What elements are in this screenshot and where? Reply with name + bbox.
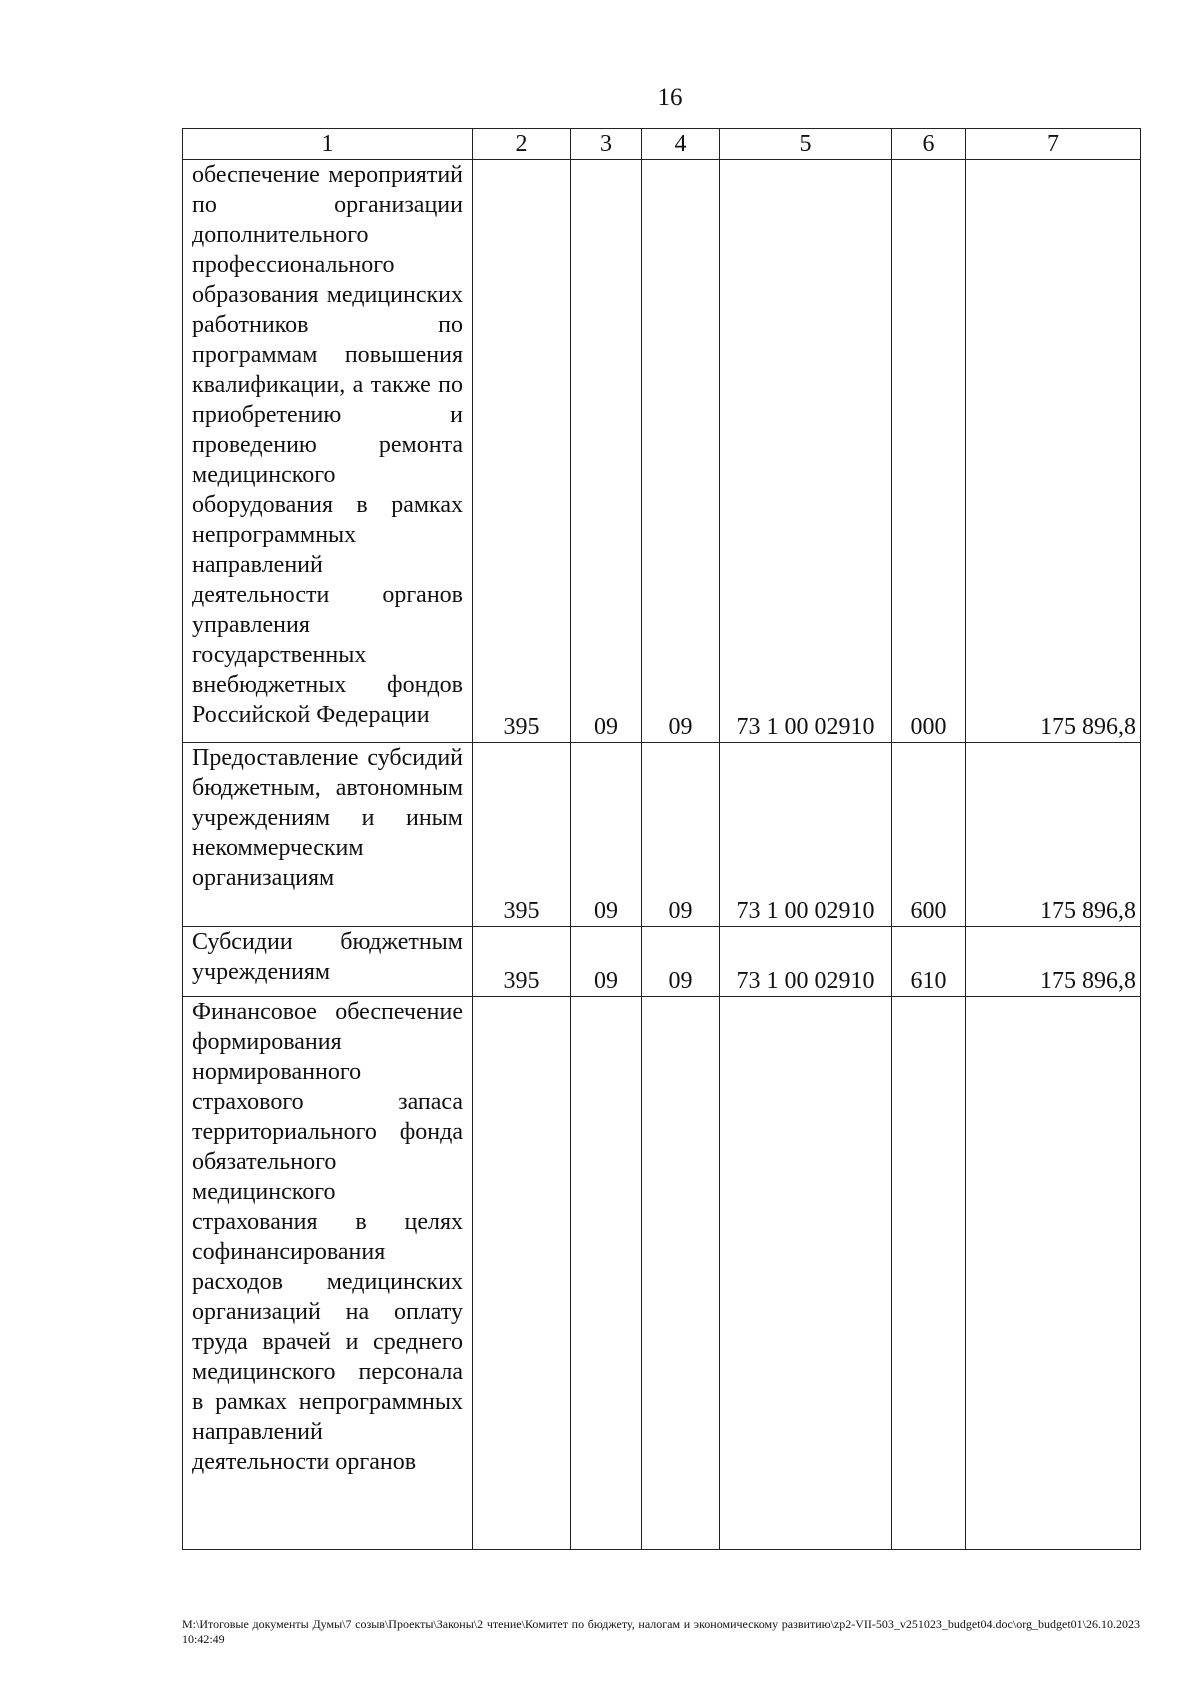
table-row	[183, 927, 1141, 997]
row-col2	[473, 997, 571, 1550]
row-col4: 09	[642, 160, 720, 743]
header-cell-1: 1	[183, 129, 473, 160]
row-col4	[642, 997, 720, 1550]
row-description: Финансовое обеспечение формирования нормированного страхового запаса территориального фонда обязательного медицинского страхования в целях софинансирования расходов медицинских организаций на оплату труда врачей и среднего медицинского персонала в рамках непрограммных направлений деятельности органов	[183, 997, 473, 1550]
row-col7	[966, 997, 1141, 1550]
row-col6: 600	[892, 743, 966, 927]
page-number: 16	[657, 84, 683, 111]
row-col3: 09	[571, 160, 642, 743]
row-col5: 73 1 00 02910	[720, 927, 892, 997]
table-row	[183, 160, 1141, 743]
row-col6: 000	[892, 160, 966, 743]
row-col4: 09	[642, 927, 720, 997]
header-cell-7: 7	[966, 129, 1141, 160]
row-col6: 610	[892, 927, 966, 997]
row-col3: 09	[571, 927, 642, 997]
row-col7: 175 896,8	[966, 160, 1141, 743]
row-col7: 175 896,8	[966, 927, 1141, 997]
table-row	[183, 743, 1141, 927]
row-col3	[571, 997, 642, 1550]
header-cell-3: 3	[571, 129, 642, 160]
budget-table	[182, 128, 1141, 1550]
footer-file-path: M:\Итоговые документы Думы\7 созыв\Проекты\Законы\2 чтение\Комитет по бюджету, налогам и экономическому развитию\zp2-VII-503_v251023_budget04.doc\org_budget01\26.10.2023 10:42:49	[182, 1617, 1140, 1646]
row-col5: 73 1 00 02910	[720, 743, 892, 927]
row-col3: 09	[571, 743, 642, 927]
row-col5: 73 1 00 02910	[720, 160, 892, 743]
row-col2: 395	[473, 160, 571, 743]
row-col2: 395	[473, 743, 571, 927]
table-header-row	[183, 129, 1141, 160]
row-col7: 175 896,8	[966, 743, 1141, 927]
header-cell-2: 2	[473, 129, 571, 160]
header-cell-5: 5	[720, 129, 892, 160]
row-col5	[720, 997, 892, 1550]
table-row	[183, 997, 1141, 1550]
row-description: Предоставление субсидий бюджетным, автономным учреждениям и иным некоммерческим организациям	[183, 743, 473, 927]
row-col4: 09	[642, 743, 720, 927]
row-description: Субсидии бюджетным учреждениям	[183, 927, 473, 997]
header-cell-6: 6	[892, 129, 966, 160]
header-cell-4: 4	[642, 129, 720, 160]
row-col2: 395	[473, 927, 571, 997]
row-description: обеспечение мероприятий по организации дополнительного профессионального образования медицинских работников по программам повышения квалификации, а также по приобретению и проведению ремонта медицинского оборудования в рамках непрограммных направлений деятельности органов управления государственных внебюджетных фондов Российской Федерации	[183, 160, 473, 743]
row-col6	[892, 997, 966, 1550]
